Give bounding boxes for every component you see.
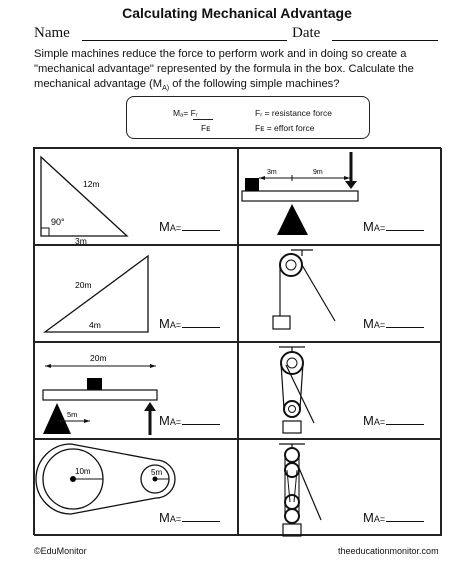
instructions: [34, 47, 444, 96]
formula-box: [126, 96, 370, 139]
pulley-wheel-top-1: [285, 448, 299, 462]
arrow-left: [45, 364, 51, 368]
name-label: Name: [34, 25, 70, 41]
small-wheel-label: 5m: [151, 468, 163, 477]
lever-1-d1-label: 3m: [267, 169, 277, 176]
pulley-wheel-bottom-1: [285, 495, 299, 509]
lever-2-bar: [43, 390, 157, 400]
pulley-wheel-bottom-2: [285, 509, 299, 523]
ma-m: M: [159, 316, 170, 331]
effort-arrow-head: [144, 402, 156, 411]
instructions-line-1: Simple machines reduce the force to perform work and in doing so create a: [34, 48, 407, 60]
large-wheel-label: 10m: [75, 467, 91, 476]
inclined-plane-2-hyp-label: 20m: [75, 280, 92, 290]
ma-sub: A=: [169, 514, 182, 524]
formula-denominator: Fᴇ: [201, 123, 211, 133]
ma-sub: A=: [169, 417, 182, 427]
ma-m: M: [363, 316, 374, 331]
lever-1-bar: [242, 191, 358, 201]
answer-blank[interactable]: [386, 521, 424, 522]
ma-sub: A=: [373, 514, 386, 524]
instructions-line-2: "mechanical advantage" represented by the formula in the box. Calculate the: [34, 63, 414, 75]
cell-lever-2: [34, 342, 238, 439]
arrow-right: [344, 176, 350, 180]
pulley-wheel-top: [281, 352, 303, 374]
ma-m: M: [363, 413, 374, 428]
lever-1-d2-label: 9m: [313, 169, 323, 176]
answer-blank[interactable]: [386, 424, 424, 425]
answer-blank[interactable]: [182, 327, 220, 328]
ma-sub: A=: [373, 320, 386, 330]
cell-block-tackle-2: [238, 439, 442, 536]
cell-inclined-plane-1: [34, 148, 238, 245]
answer-blank[interactable]: [182, 424, 220, 425]
date-label: Date: [292, 25, 321, 41]
arrow-left: [259, 176, 265, 180]
ma-answer-1[interactable]: [159, 219, 220, 234]
ma-m: M: [363, 510, 374, 525]
pulley-load: [273, 316, 290, 329]
lever-2-short-label: 5m: [67, 410, 78, 419]
ma-m: M: [159, 219, 170, 234]
footer-website[interactable]: theeducationmonitor.com: [338, 546, 439, 556]
inclined-plane-1-base-label: 3m: [75, 236, 87, 246]
date-line[interactable]: [332, 40, 438, 41]
answer-blank[interactable]: [182, 521, 220, 522]
lever-1-load: [245, 178, 259, 191]
arrow-right: [84, 419, 90, 423]
ma-answer-6[interactable]: [363, 413, 424, 428]
ma-m: M: [159, 510, 170, 525]
cell-belt-drive: [34, 439, 238, 536]
cell-block-tackle-1: [238, 342, 442, 439]
inclined-plane-1-angle-label: 90°: [51, 217, 65, 227]
answer-blank[interactable]: [182, 230, 220, 231]
cell-inclined-plane-2: [34, 245, 238, 342]
name-line[interactable]: [82, 40, 287, 41]
instructions-line-3-pre: mechanical advantage (M: [34, 78, 163, 90]
ma-answer-7[interactable]: [159, 510, 220, 525]
lever-2-load: [87, 378, 102, 390]
rope-pull: [299, 468, 321, 520]
answer-blank[interactable]: [386, 230, 424, 231]
ma-sub: A=: [373, 223, 386, 233]
formula-fraction-bar: [193, 119, 213, 120]
ma-answer-2[interactable]: [363, 219, 424, 234]
lever-2-span-label: 20m: [90, 353, 107, 363]
pulley-rope-right: [302, 265, 335, 321]
pulley-load: [283, 421, 301, 433]
ma-answer-4[interactable]: [363, 316, 424, 331]
ma-answer-8[interactable]: [363, 510, 424, 525]
effort-definition: Fᴇ = effort force: [255, 123, 315, 133]
footer-copyright: ©EduMonitor: [34, 546, 87, 556]
instructions-line-3: [34, 77, 444, 96]
answer-blank[interactable]: [386, 327, 424, 328]
effort-arrow-head: [345, 181, 357, 189]
instructions-line-3-post: of the following simple machines?: [169, 78, 340, 90]
ma-answer-5[interactable]: [159, 413, 220, 428]
ma-m: M: [363, 219, 374, 234]
arrow-right: [150, 364, 156, 368]
formula-numerator: Mₐ= Fᵣ: [173, 108, 198, 118]
cell-lever-1: [238, 148, 442, 245]
pulley-wheel-bottom: [284, 401, 300, 417]
ma-sub: A=: [169, 223, 182, 233]
machines-grid: [33, 147, 441, 535]
ma-m: M: [159, 413, 170, 428]
inclined-plane-2-base-label: 4m: [89, 320, 101, 330]
resistance-definition: Fᵣ = resistance force: [255, 108, 332, 118]
lever-1-fulcrum: [277, 204, 308, 235]
ma-answer-3[interactable]: [159, 316, 220, 331]
cell-fixed-pulley: [238, 245, 442, 342]
ma-sub: A=: [373, 417, 386, 427]
worksheet-title: Calculating Mechanical Advantage: [122, 5, 352, 21]
ma-sub: A=: [169, 320, 182, 330]
pulley-wheel: [280, 254, 302, 276]
pulley-load: [283, 524, 301, 536]
right-angle-marker: [41, 228, 49, 236]
instructions-line-3-sub: A): [162, 85, 170, 93]
inclined-plane-1-hyp-label: 12m: [83, 179, 100, 189]
